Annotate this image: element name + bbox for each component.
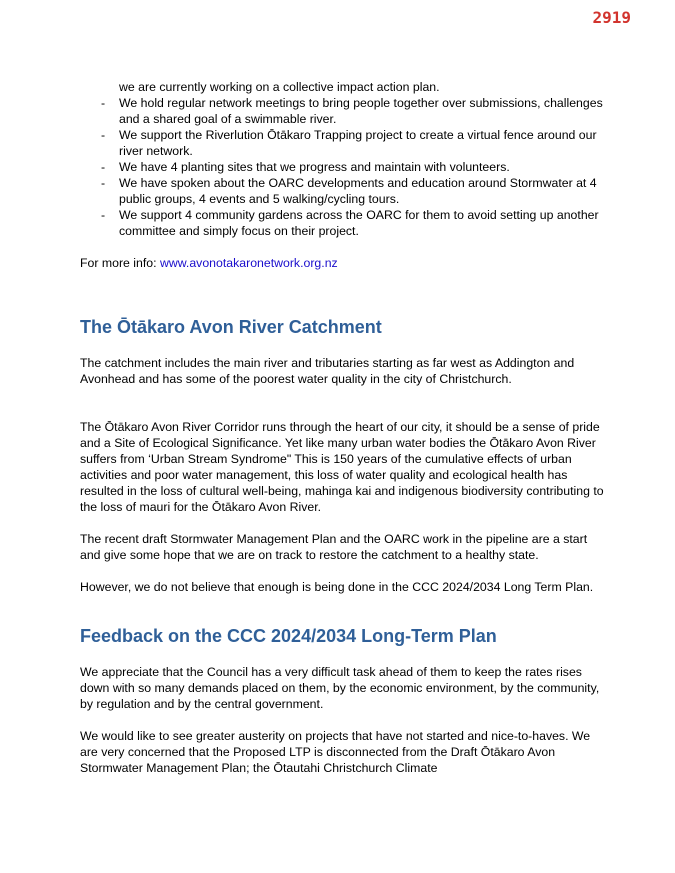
- catchment-heading: The Ōtākaro Avon River Catchment: [80, 317, 382, 337]
- bullet-dash: -: [101, 128, 106, 142]
- bullet-dash: -: [101, 160, 106, 174]
- list-item-text: We have 4 planting sites that we progress and maintain with volunteers.: [119, 160, 510, 174]
- document-body: [80, 79, 610, 776]
- list-item-text: We hold regular network meetings to bring people together over submissions, challenges and a shared goal of a swimmable river.: [119, 96, 603, 126]
- page-number: 2919: [592, 8, 631, 27]
- more-info-line: [80, 255, 610, 271]
- catchment-paragraph-4: However, we do not believe that enough is being done in the CCC 2024/2034 Long Term Plan.: [80, 580, 594, 594]
- feedback-heading: Feedback on the CCC 2024/2034 Long-Term Plan: [80, 626, 497, 646]
- catchment-paragraph-1: The catchment includes the main river and tributaries starting as far west as Addington and Avonhead and has some of the poorest water quality in the city of Christchurch.: [80, 356, 575, 386]
- network-website-link[interactable]: www.avonotakaronetwork.org.nz: [159, 256, 338, 270]
- activity-bullet-list: [80, 95, 610, 239]
- bullet-dash: -: [101, 96, 106, 110]
- list-item: [80, 95, 610, 127]
- list-item-text: We support 4 community gardens across the OARC for them to avoid setting up another committee and simply focus on their project.: [119, 208, 599, 238]
- more-info-label: For more info:: [80, 256, 160, 270]
- feedback-paragraph-2: We would like to see greater austerity on projects that have not started and nice-to-haves. We are very concerned that the Proposed LTP is disconnected from the Draft Ōtākaro Avon Stormwater Management Plan; the Ōtautahi Christchurch Climate: [80, 729, 591, 775]
- list-item: [80, 159, 610, 175]
- list-continuation-text: we are currently working on a collective impact action plan.: [119, 80, 440, 94]
- list-item-text: We have spoken about the OARC developments and education around Stormwater at 4 public groups, 4 events and 5 walking/cycling tours.: [119, 176, 597, 206]
- feedback-paragraph-1: We appreciate that the Council has a very difficult task ahead of them to keep the rates rises down with so many demands placed on them, by the economic environment, by the community, by regulation and by the central government.: [80, 665, 600, 711]
- list-item-text: We support the Riverlution Ōtākaro Trapping project to create a virtual fence around our river network.: [119, 128, 597, 158]
- list-item: [80, 175, 610, 207]
- catchment-paragraph-2: The Ōtākaro Avon River Corridor runs through the heart of our city, it should be a sense of pride and a Site of Ecological Significance. Yet like many urban water bodies the Ōtākaro Avon River suffers from ‘Urban Stream Syndrome" This is 150 years of the cumulative effects of urban activities and poor water management, this loss of water quality and ecological health has resulted in the loss of cultural well-being, mahinga kai and indigenous biodiversity contributing to the loss of mauri for the Ōtākaro Avon River.: [80, 420, 604, 514]
- list-item: [80, 207, 610, 239]
- bullet-dash: -: [101, 176, 106, 190]
- bullet-dash: -: [101, 208, 106, 222]
- list-item: [80, 127, 610, 159]
- catchment-paragraph-3: The recent draft Stormwater Management Plan and the OARC work in the pipeline are a start and give some hope that we are on track to restore the catchment to a healthy state.: [80, 532, 588, 562]
